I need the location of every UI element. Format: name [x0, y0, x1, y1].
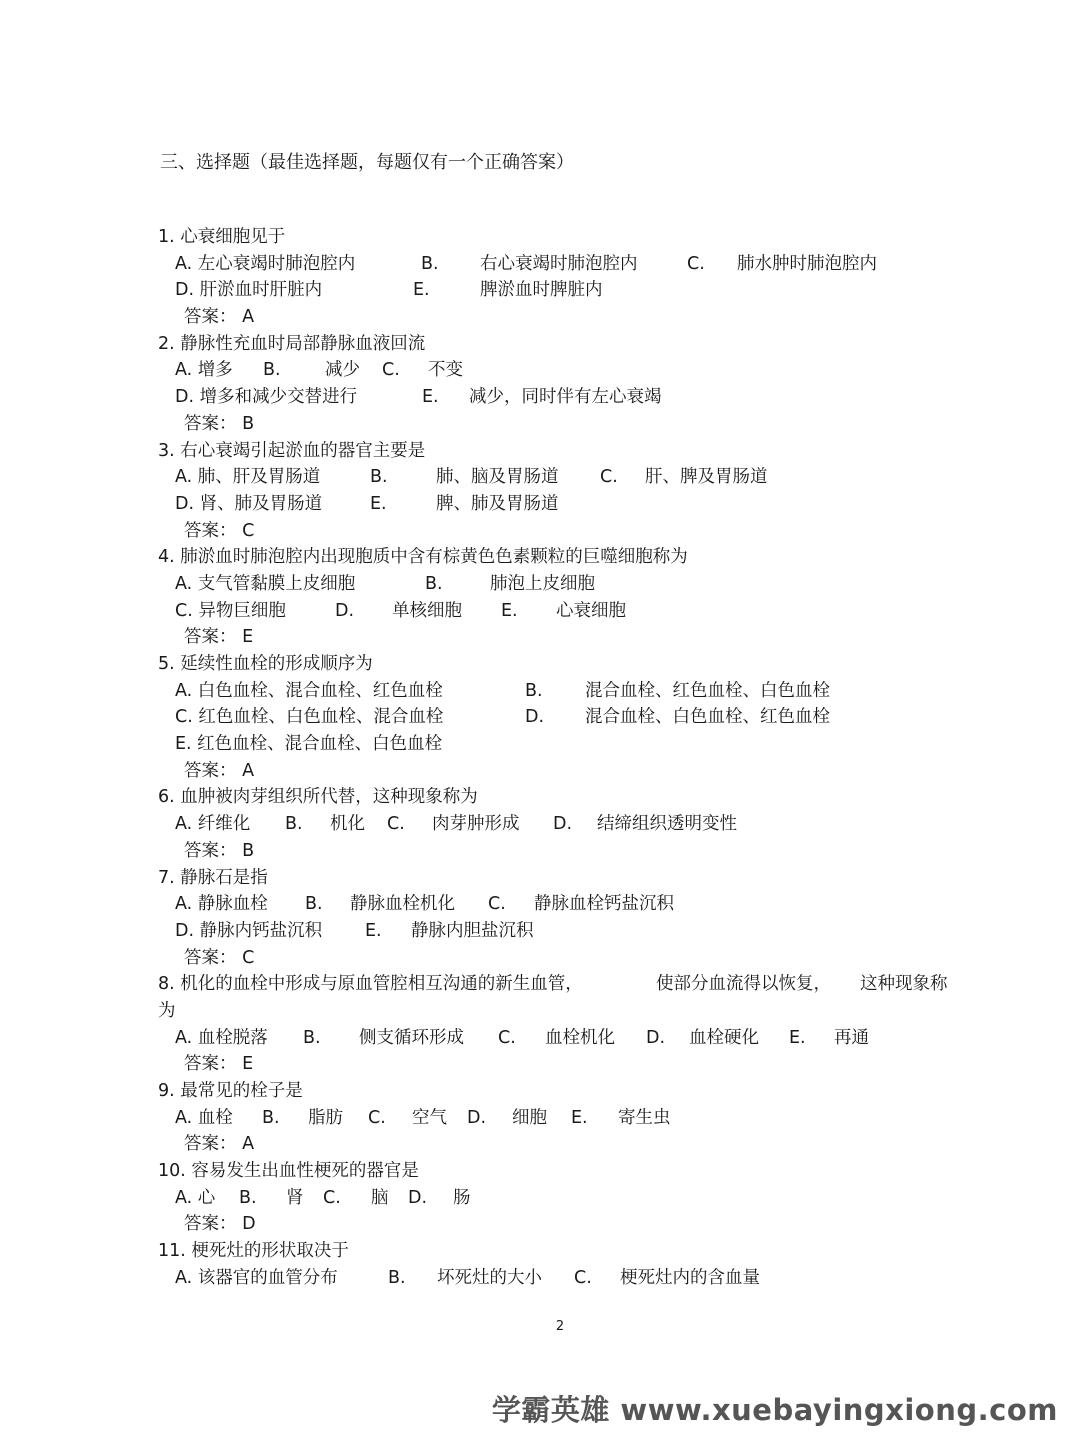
option-text: B. [262, 1107, 280, 1128]
option-line [158, 1265, 958, 1292]
option-text: B. [263, 360, 281, 381]
question-stem [158, 971, 958, 998]
option-text: B. [303, 1027, 321, 1048]
option-text: 混合血栓、白色血栓、红色血栓 [585, 707, 830, 728]
page-number: 2 [555, 1319, 565, 1334]
answer-line: 答案： E [184, 627, 254, 648]
option-text: B. [305, 894, 323, 915]
option-line [158, 811, 958, 838]
option-text: C. 红色血栓、白色血栓、混合血栓 [175, 707, 444, 728]
option-text: B. [421, 253, 439, 274]
option-line [158, 571, 958, 598]
question-stem [158, 224, 958, 251]
option-text: A. 左心衰竭时肺泡腔内 [175, 253, 356, 274]
option-text: 不变 [428, 360, 463, 381]
option-text: C. 异物巨细胞 [175, 600, 286, 621]
question-stem [158, 544, 958, 571]
option-line [158, 1105, 958, 1132]
answer-line: 答案： B [184, 413, 255, 434]
option-text: 血栓硬化 [689, 1027, 759, 1048]
question-stem-text: 9. 最常见的栓子是 [158, 1081, 303, 1101]
option-text: 细胞 [512, 1107, 547, 1128]
option-text: 肉芽肿形成 [432, 814, 520, 835]
option-text: D. [408, 1187, 428, 1208]
option-text: A. 肺、肝及胃肠道 [175, 467, 321, 488]
option-line [158, 277, 958, 304]
option-text: 结缔组织透明变性 [597, 814, 737, 835]
question-stem [158, 1078, 958, 1105]
option-text: B. [388, 1267, 406, 1288]
question-stem-text: 4. 肺淤血时肺泡腔内出现胞质中含有棕黄色色素颗粒的巨噬细胞称为 [158, 547, 688, 568]
option-text: 坏死灶的大小 [437, 1267, 542, 1288]
option-text: A. 血栓 [175, 1107, 233, 1128]
option-text: 肺水肿时肺泡腔内 [737, 253, 877, 274]
question-stem-continuation: 为 [158, 1000, 176, 1021]
answer-line: 答案： A [184, 1134, 255, 1155]
option-text: D. [553, 814, 573, 835]
option-text: 肺泡上皮细胞 [490, 573, 595, 594]
question-stem [158, 1238, 958, 1265]
option-text: B. [285, 814, 303, 835]
option-line [158, 384, 958, 411]
option-text: 侧支循环形成 [359, 1027, 464, 1048]
option-text: 肺、脑及胃肠道 [436, 467, 559, 488]
question-stem [158, 331, 958, 358]
option-text: 梗死灶内的含血量 [620, 1267, 760, 1288]
answer-line: 答案： C [184, 520, 255, 541]
option-line [158, 357, 958, 384]
option-text: 静脉血栓机化 [350, 894, 455, 915]
option-text: A. 纤维化 [175, 814, 251, 835]
option-text: E. [422, 387, 439, 408]
question-stem-text: 7. 静脉石是指 [158, 867, 268, 888]
option-line [158, 1025, 958, 1052]
option-text: E. [413, 280, 430, 301]
option-line [158, 918, 958, 945]
option-text: C. [498, 1027, 516, 1048]
question-stem-text: 6. 血肿被肉芽组织所代替，这种现象称为 [158, 787, 478, 808]
option-text: D. [646, 1027, 666, 1048]
option-text: A. 支气管黏膜上皮细胞 [175, 573, 356, 594]
option-text: D. [335, 600, 355, 621]
option-text: 再通 [834, 1027, 869, 1048]
answer-line: 答案： C [184, 947, 255, 968]
option-text: 心衰细胞 [556, 600, 626, 621]
option-text: 减少，同时伴有左心衰竭 [469, 387, 662, 408]
option-text: 静脉内胆盐沉积 [411, 920, 534, 941]
option-text: D. 增多和减少交替进行 [175, 387, 358, 408]
option-text: E. [789, 1027, 806, 1048]
answer-line: 答案： A [184, 307, 255, 328]
option-text: 肠 [453, 1187, 471, 1208]
option-text: 脂肪 [308, 1107, 343, 1128]
option-text: C. [488, 894, 506, 915]
answer-line: 答案： D [184, 1214, 256, 1235]
option-text: 脾、肺及胃肠道 [436, 493, 559, 514]
option-text: C. [687, 253, 705, 274]
option-text: 肾 [286, 1187, 304, 1208]
option-text: 脑 [371, 1187, 389, 1208]
option-text: B. [525, 680, 543, 701]
option-text: 机化 [330, 814, 365, 835]
option-text: A. 血栓脱落 [175, 1027, 268, 1048]
option-line [158, 464, 958, 491]
option-text: E. 红色血栓、混合血栓、白色血栓 [175, 734, 443, 755]
option-text: C. [323, 1187, 341, 1208]
option-text: E. [365, 920, 382, 941]
option-text: 寄生虫 [618, 1107, 671, 1128]
option-line [158, 1185, 958, 1212]
answer-line: 答案： B [184, 840, 255, 861]
question-list [158, 224, 958, 1292]
question-stem-text: 1. 心衰细胞见于 [158, 227, 286, 247]
answer-line: 答案： E [184, 1054, 254, 1075]
section-title: 三、选择题（最佳选择题，每题仅有一个正确答案） [160, 152, 574, 173]
answer-line: 答案： A [184, 760, 255, 781]
question-stem-text: 2. 静脉性充血时局部静脉血液回流 [158, 333, 426, 354]
option-line [158, 598, 958, 625]
option-text: C. [368, 1107, 386, 1128]
option-text: A. 白色血栓、混合血栓、红色血栓 [175, 680, 443, 701]
question-stem [158, 784, 958, 811]
option-line [158, 704, 958, 731]
option-text: D. 肾、肺及胃肠道 [175, 493, 323, 514]
option-text: A. 心 [175, 1187, 216, 1208]
question-stem-text: 10. 容易发生出血性梗死的器官是 [158, 1161, 419, 1182]
option-text: E. [571, 1107, 588, 1128]
option-text: A. 静脉血栓 [175, 894, 268, 915]
option-text: E. [501, 600, 518, 621]
question-stem [158, 438, 958, 465]
option-text: D. [525, 707, 545, 728]
option-text: B. [370, 467, 388, 488]
option-text: D. [467, 1107, 487, 1128]
option-line [158, 678, 958, 705]
option-text: 右心衰竭时肺泡腔内 [480, 253, 638, 274]
question-stem-text: 这种现象称 [860, 974, 948, 995]
option-text: E. [370, 493, 387, 514]
option-text: 减少 [325, 360, 360, 381]
option-text: 空气 [412, 1107, 447, 1128]
question-stem-text: 5. 延续性血栓的形成顺序为 [158, 654, 373, 674]
option-line [158, 491, 958, 518]
question-stem-text: 11. 梗死灶的形状取决于 [158, 1241, 349, 1262]
option-line [158, 891, 958, 918]
question-stem-text: 8. 机化的血栓中形成与原血管腔相互沟通的新生血管， [158, 974, 583, 995]
option-text: A. 增多 [175, 360, 233, 381]
option-text: B. [239, 1187, 257, 1208]
option-text: C. [382, 360, 400, 381]
option-text: 血栓机化 [545, 1027, 615, 1048]
option-text: 单核细胞 [392, 600, 462, 621]
option-text: D. 肝淤血时肝脏内 [175, 280, 323, 301]
watermark: 学霸英雄 www.xuebayingxiong.com [491, 1393, 1058, 1427]
option-text: C. [387, 814, 405, 835]
question-stem-text: 3. 右心衰竭引起淤血的器官主要是 [158, 440, 426, 461]
option-text: 肝、脾及胃肠道 [645, 467, 768, 488]
option-text: 混合血栓、红色血栓、白色血栓 [585, 680, 830, 701]
option-text: A. 该器官的血管分布 [175, 1267, 338, 1288]
option-text: B. [425, 573, 443, 594]
option-text: 脾淤血时脾脏内 [480, 280, 603, 301]
option-text: C. [574, 1267, 592, 1288]
question-stem [158, 651, 958, 678]
option-text: C. [600, 467, 618, 488]
option-line [158, 251, 958, 278]
option-line [158, 731, 958, 758]
question-stem-text: 使部分血流得以恢复， [656, 974, 831, 995]
option-text: 静脉血栓钙盐沉积 [534, 894, 674, 915]
question-stem [158, 865, 958, 892]
question-stem [158, 1158, 958, 1185]
option-text: D. 静脉内钙盐沉积 [175, 920, 323, 941]
